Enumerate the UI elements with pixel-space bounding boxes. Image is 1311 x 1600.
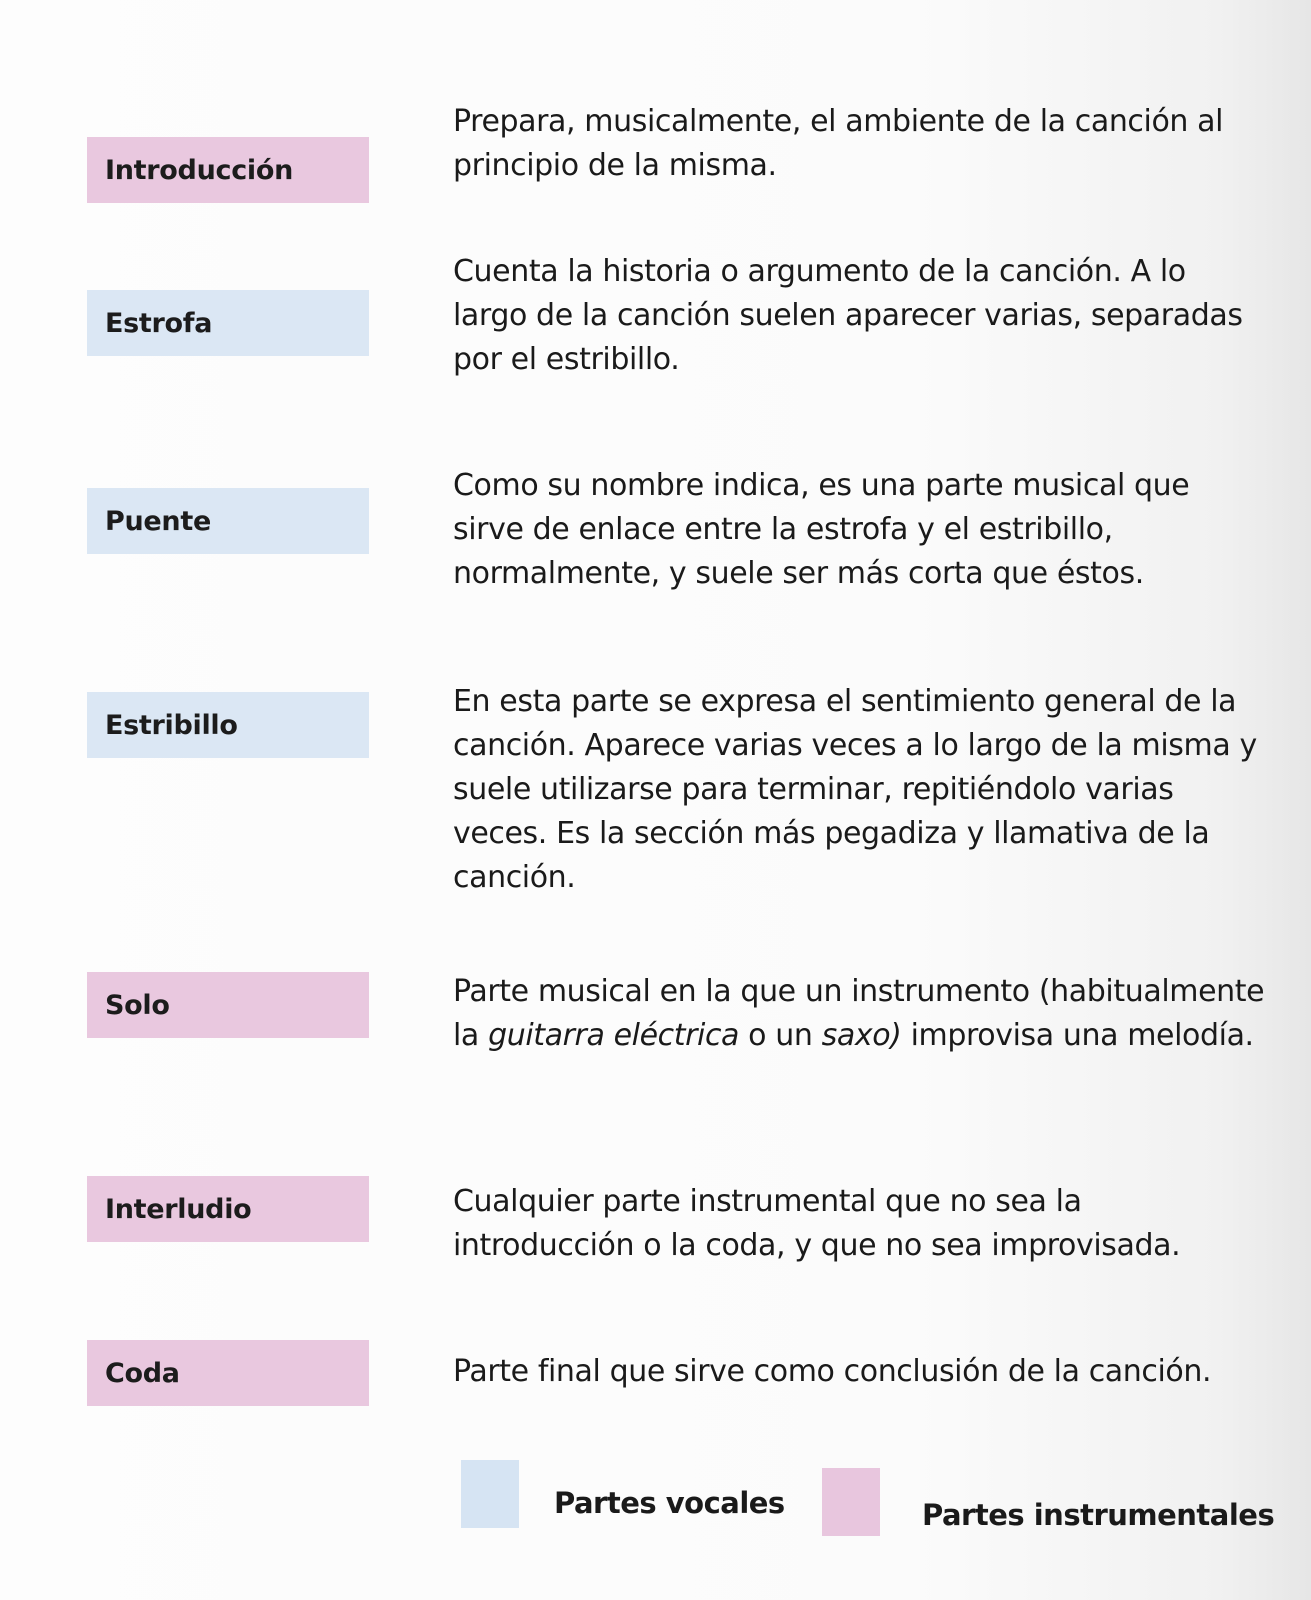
section-label-coda: Coda xyxy=(87,1340,369,1406)
section-description-coda: Parte final que sirve como conclusión de la canción. xyxy=(453,1354,1212,1389)
section-description-estrofa: Cuenta la historia o argumento de la canción. A lo largo de la canción suelen aparecer varias, separadas por el estribillo. xyxy=(453,254,1243,377)
section-description-puente: Como su nombre indica, es una parte musical que sirve de enlace entre la estrofa y el estribillo, normalmente, y suele ser más corta que éstos. xyxy=(453,468,1190,591)
legend-swatch-instrumental xyxy=(822,1468,880,1536)
section-description-introduccion: Prepara, musicalmente, el ambiente de la canción al principio de la misma. xyxy=(453,104,1224,183)
section-label-puente: Puente xyxy=(87,488,369,554)
section-description-solo xyxy=(453,970,1265,1058)
solo-text-middle: o un xyxy=(739,1018,822,1053)
solo-text-italic-guitar: guitarra eléctrica xyxy=(488,1018,740,1053)
section-description-estribillo: En esta parte se expresa el sentimiento general de la canción. Aparece varias veces a lo largo de la misma y suele utilizarse para terminar, repitiéndolo varias veces. Es la sección más pegadiza y llamativa de la canción. xyxy=(453,684,1257,895)
legend-label-instrumental: Partes instrumentales xyxy=(922,1498,1275,1532)
solo-text-italic-sax: saxo) xyxy=(821,1018,902,1053)
solo-text-before: Parte musical en la que un instrumento (habitualmente la xyxy=(453,974,1265,1053)
color-legend xyxy=(0,1458,1311,1548)
section-label-estrofa: Estrofa xyxy=(87,290,369,356)
section-label-solo: Solo xyxy=(87,972,369,1038)
section-label-estribillo: Estribillo xyxy=(87,692,369,758)
legend-label-vocal: Partes vocales xyxy=(554,1486,785,1520)
legend-swatch-vocal xyxy=(461,1460,519,1528)
solo-text-after: improvisa una melodía. xyxy=(901,1018,1254,1053)
section-description-interludio: Cualquier parte instrumental que no sea la introducción o la coda, y que no sea improvisada. xyxy=(453,1184,1181,1263)
section-label-introduccion: Introducción xyxy=(87,137,369,203)
section-label-interludio: Interludio xyxy=(87,1176,369,1242)
